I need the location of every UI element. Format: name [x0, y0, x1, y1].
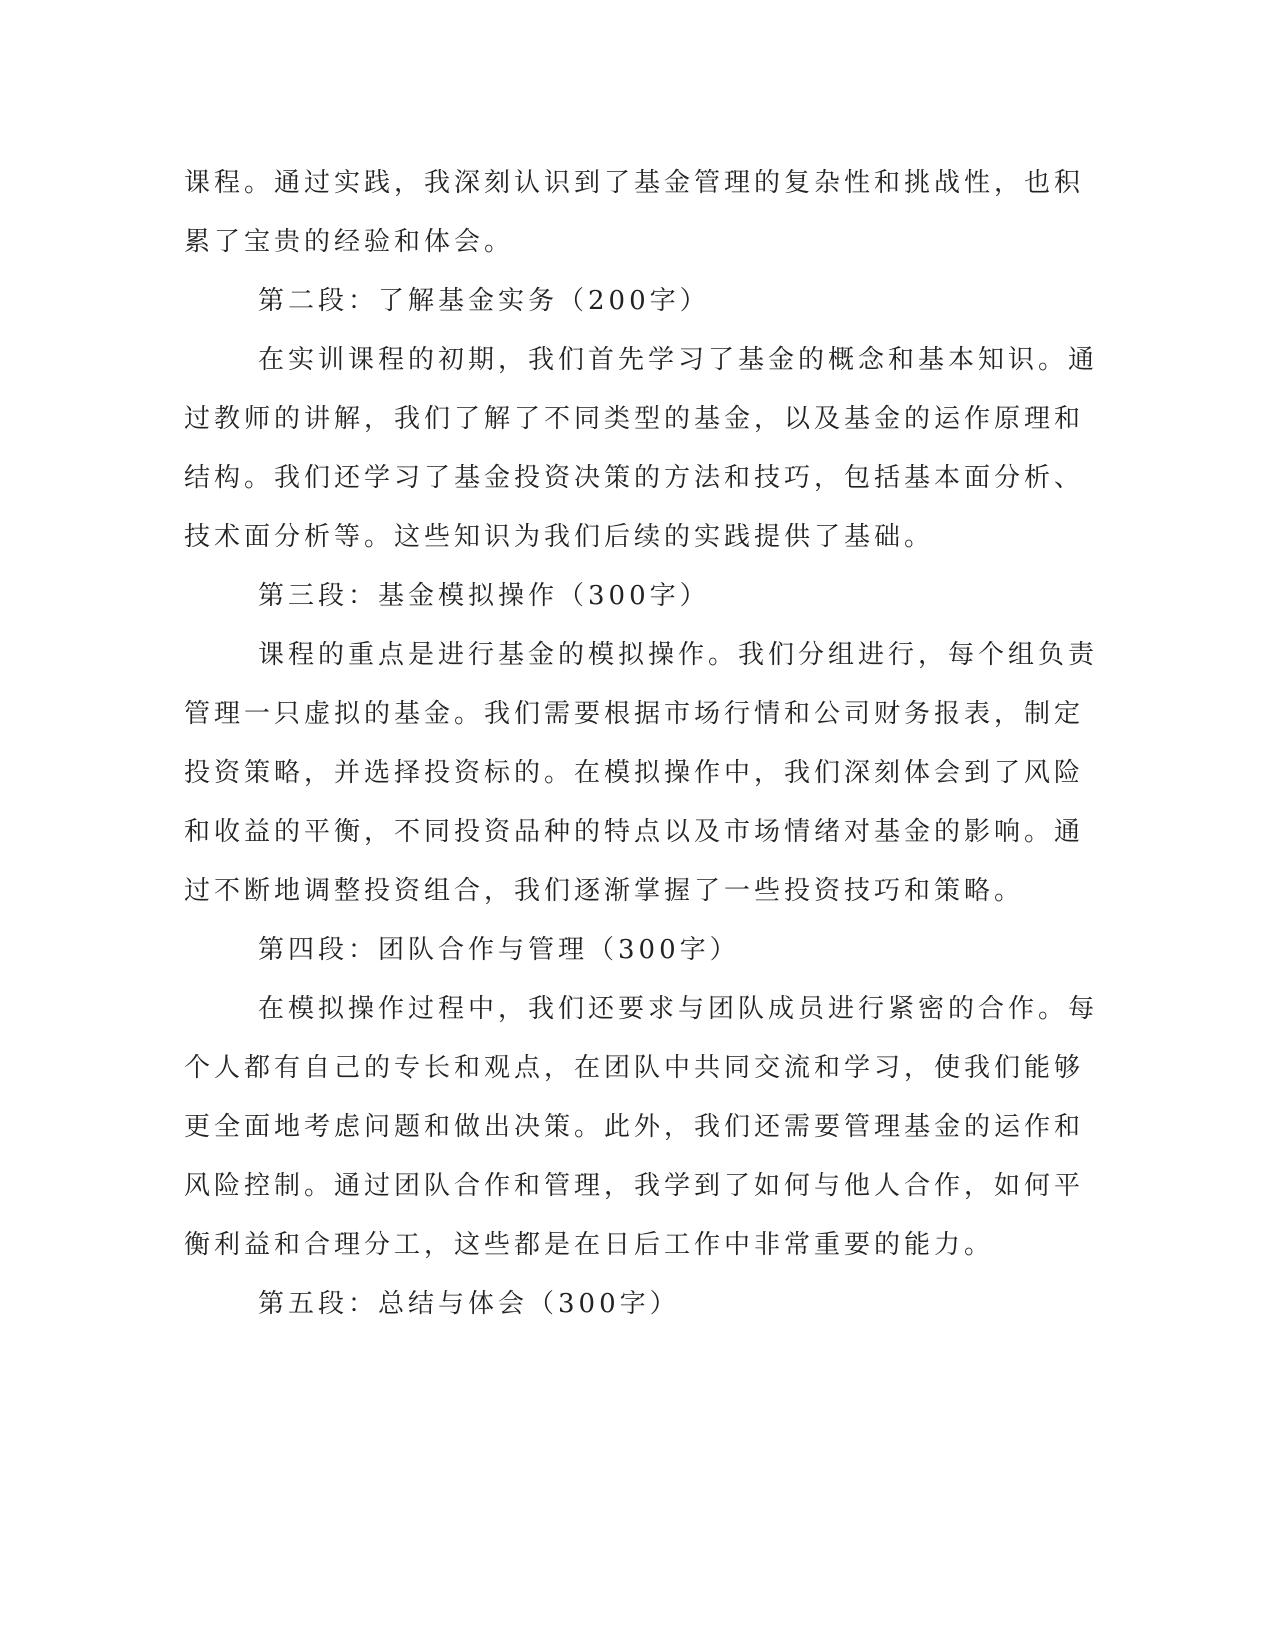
paragraph-line: 风险控制。通过团队合作和管理，我学到了如何与他人合作，如何平: [184, 1171, 1085, 1201]
paragraph-line: 结构。我们还学习了基金投资决策的方法和技巧，包括基本面分析、: [184, 463, 1085, 493]
paragraph-line: 技术面分析等。这些知识为我们后续的实践提供了基础。: [184, 522, 935, 552]
paragraph-line: 和收益的平衡，不同投资品种的特点以及市场情绪对基金的影响。通: [184, 817, 1085, 847]
paragraph-line: 课程的重点是进行基金的模拟操作。我们分组进行，每个组负责: [258, 640, 1099, 670]
paragraph-line: 个人都有自己的专长和观点，在团队中共同交流和学习，使我们能够: [184, 1053, 1085, 1083]
paragraph-line: 过教师的讲解，我们了解了不同类型的基金，以及基金的运作原理和: [184, 404, 1085, 434]
paragraph-line: 累了宝贵的经验和体会。: [184, 227, 515, 257]
paragraph-line: 投资策略，并选择投资标的。在模拟操作中，我们深刻体会到了风险: [184, 758, 1085, 788]
paragraph-line: 课程。通过实践，我深刻认识到了基金管理的复杂性和挑战性，也积: [184, 168, 1085, 198]
paragraph-line: 过不断地调整投资组合，我们逐渐掌握了一些投资技巧和策略。: [184, 876, 1025, 906]
paragraph-line: 在实训课程的初期，我们首先学习了基金的概念和基本知识。通: [258, 345, 1099, 375]
paragraph-line: 衡利益和合理分工，这些都是在日后工作中非常重要的能力。: [184, 1230, 995, 1260]
section-heading-2: 第二段：了解基金实务（200字）: [258, 286, 710, 316]
section-heading-5: 第五段：总结与体会（300字）: [258, 1289, 680, 1319]
paragraph-line: 在模拟操作过程中，我们还要求与团队成员进行紧密的合作。每: [258, 994, 1099, 1024]
paragraph-line: 管理一只虚拟的基金。我们需要根据市场行情和公司财务报表，制定: [184, 699, 1085, 729]
section-heading-3: 第三段：基金模拟操作（300字）: [258, 581, 710, 611]
section-heading-4: 第四段：团队合作与管理（300字）: [258, 935, 740, 965]
paragraph-line: 更全面地考虑问题和做出决策。此外，我们还需要管理基金的运作和: [184, 1112, 1085, 1142]
